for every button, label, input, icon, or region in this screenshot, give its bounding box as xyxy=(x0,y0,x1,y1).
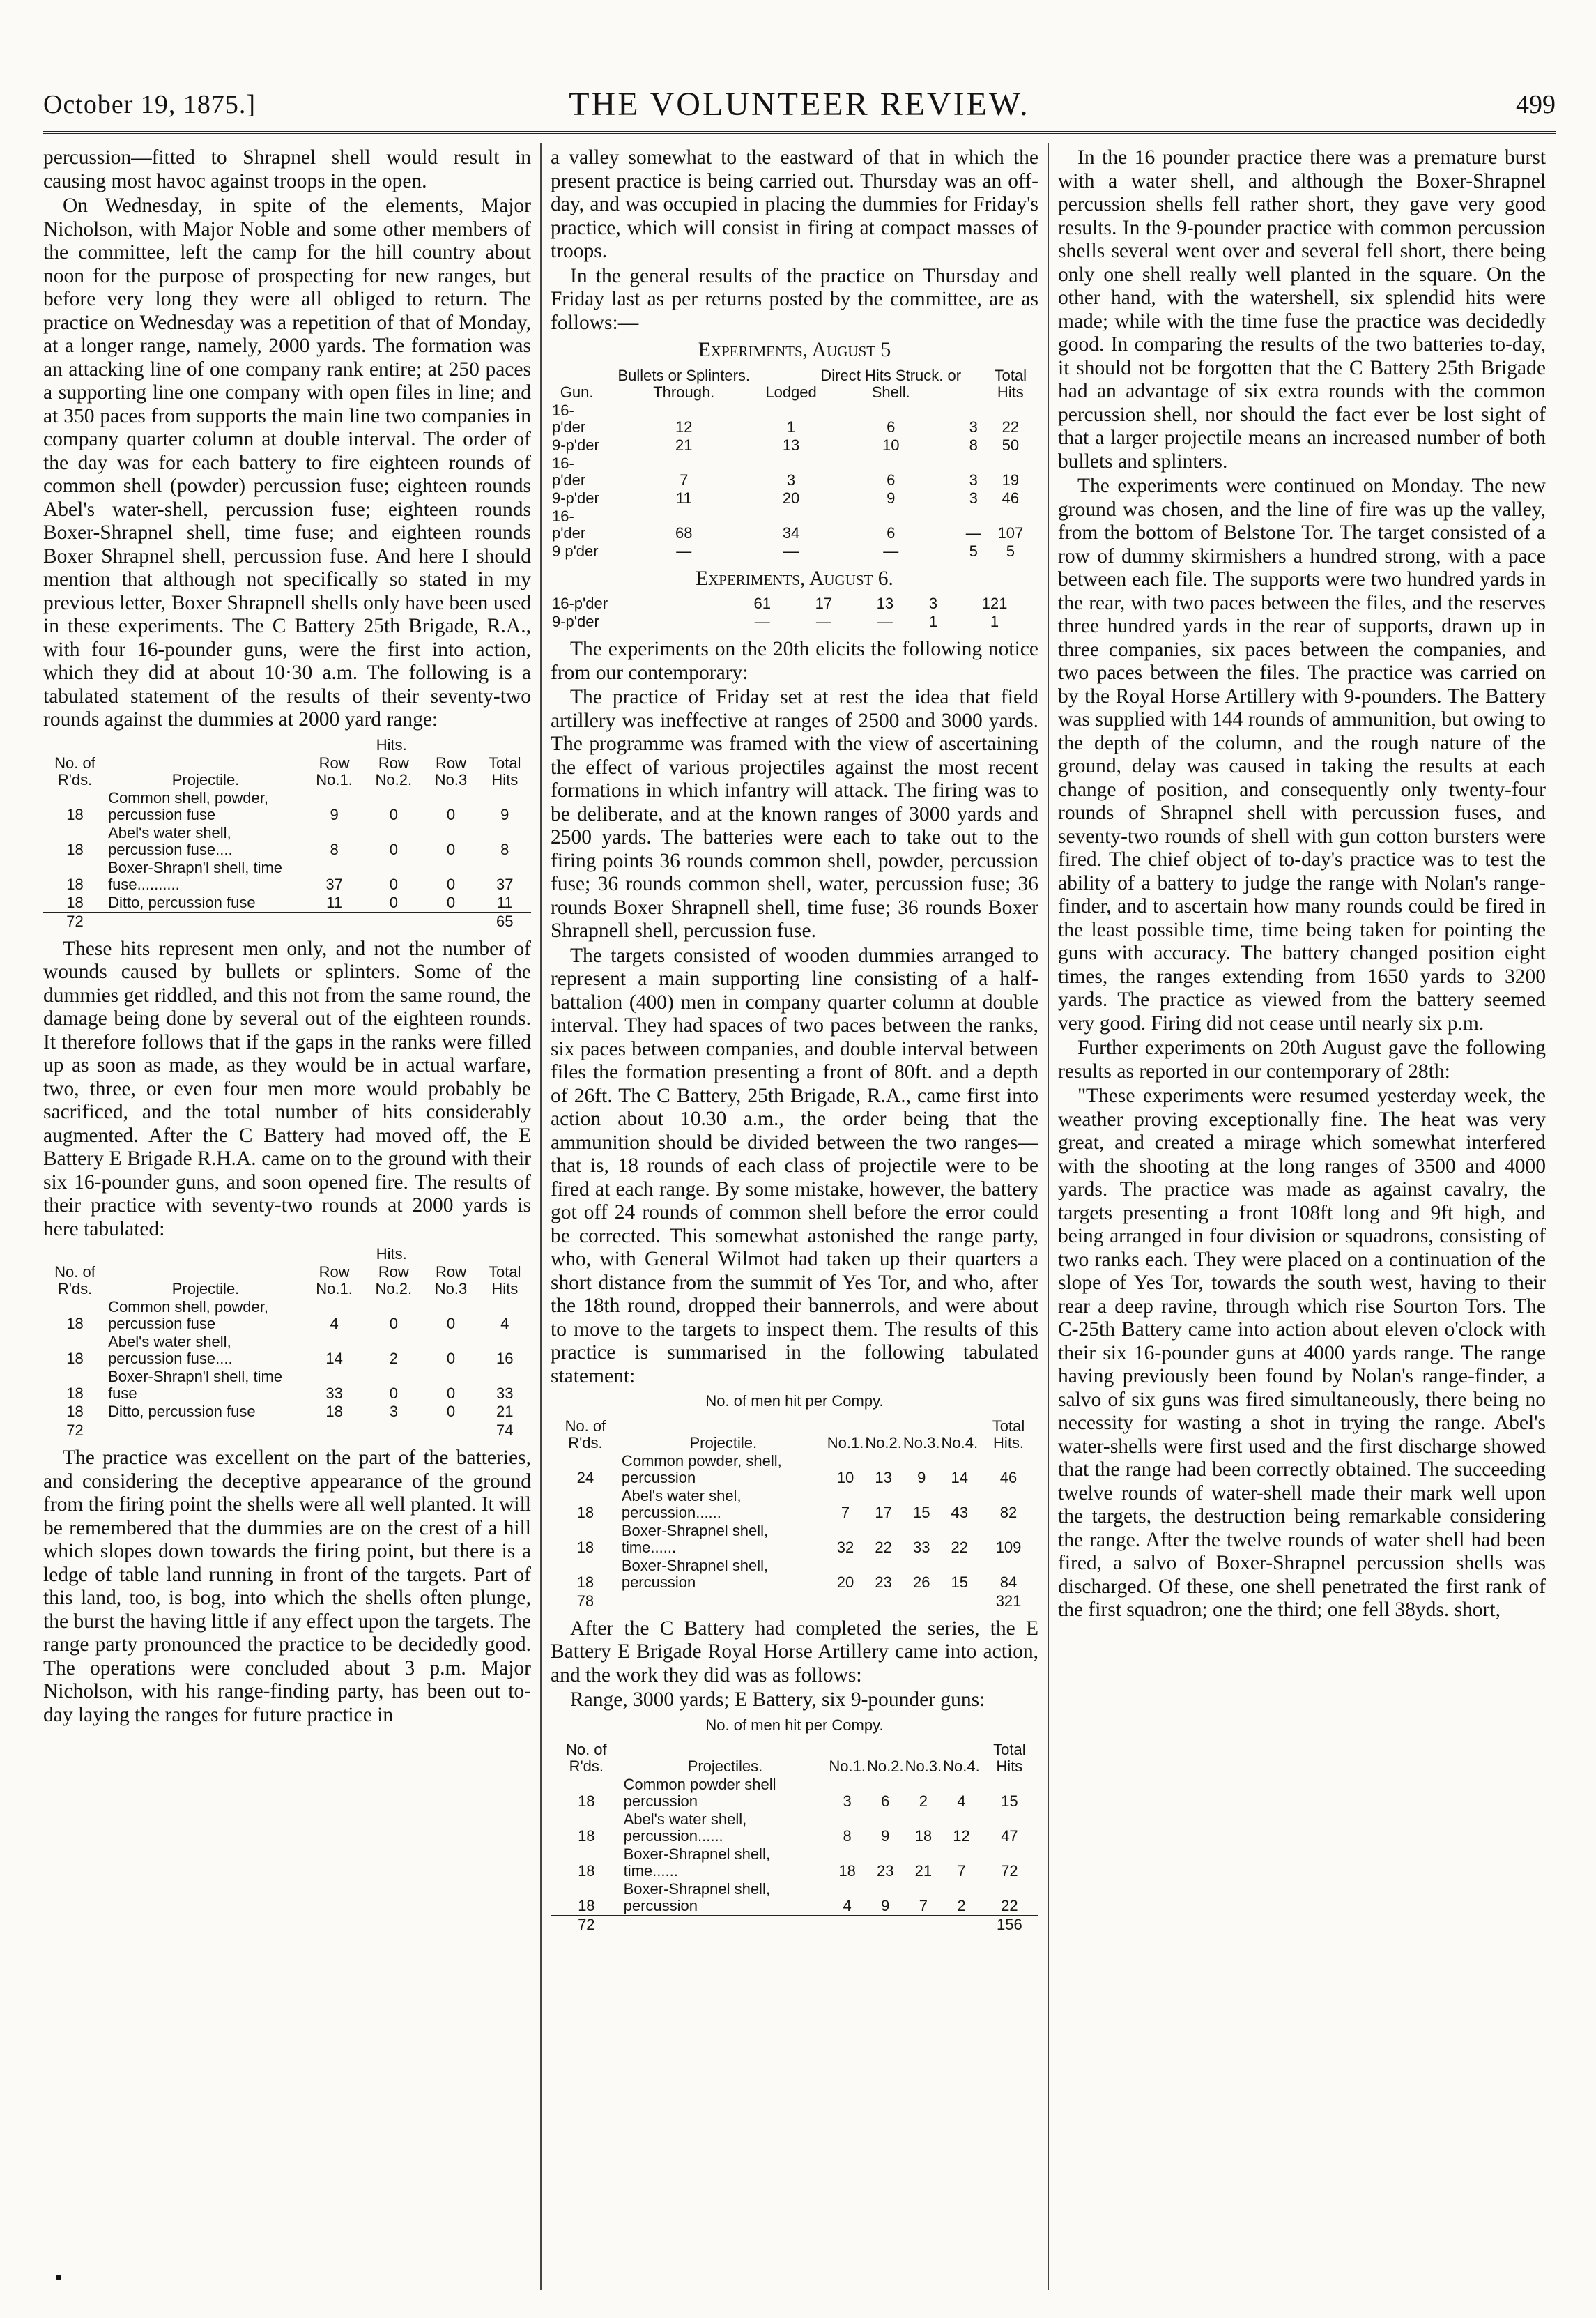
paragraph: Further experiments on 20th August gave the following results as reported in our contemporary of 28th: xyxy=(1058,1037,1546,1083)
masthead-rule xyxy=(43,131,1556,134)
table-header: Row No.3 xyxy=(434,1263,468,1297)
table-row xyxy=(43,824,531,859)
table-cell: 47 xyxy=(1001,1827,1018,1845)
table-cell: Common shell, powder, percussion fuse xyxy=(108,1298,268,1332)
table-cell: 72 xyxy=(551,1916,622,1935)
table-cell: 16-p'der xyxy=(552,454,586,489)
table-header: Projectile. xyxy=(689,1433,758,1451)
table-cell: 0 xyxy=(446,1350,456,1367)
table-header xyxy=(965,367,983,402)
table-cell: 0 xyxy=(389,875,398,893)
paragraph: percussion—fitted to Shrapnel shell would result in causing most havoc against troops in the open. xyxy=(43,146,531,192)
table-cell: 32 xyxy=(836,1538,854,1556)
table-row xyxy=(551,1845,1038,1880)
table-row xyxy=(551,542,1038,561)
table-cell: 3 xyxy=(969,418,978,436)
table-cell: 7 xyxy=(919,1897,928,1914)
table-cell: 4 xyxy=(500,1315,509,1332)
table-cell: 107 xyxy=(997,524,1024,542)
table-cell: 4 xyxy=(330,1315,339,1332)
table-row xyxy=(551,1810,1038,1845)
section-heading: Experiments, August 5 xyxy=(698,339,891,361)
table-cell: 18 xyxy=(66,805,84,823)
table-span-label: No. of men hit per Compy. xyxy=(705,1716,884,1734)
table-cell: — xyxy=(754,613,770,630)
table-cell: 84 xyxy=(999,1573,1018,1591)
table-cell: 22 xyxy=(951,1538,969,1556)
table-cell: 21 xyxy=(914,1862,933,1879)
table-total-row xyxy=(43,1421,531,1440)
table-cell: 11 xyxy=(326,893,342,911)
column-divider xyxy=(540,143,542,2290)
table-cell: 22 xyxy=(875,1538,892,1556)
table-cell: 8 xyxy=(500,840,509,858)
table-cell: 2 xyxy=(389,1350,398,1367)
paragraph: These hits represent men only, and not the number of wounds caused by bullets or splinters. Some of the dummies get riddled, and this not from the same round, the damage being done by several out of the eighteen rounds. It therefore follows that if the gaps in the ranks were filled up as soon as made, as they would be in actual warfare, two, three, or even four men more would probably be sacrificed, and the total number of hits considerably augmented. After the C Battery had moved off, the E Battery E Brigade R.H.A. came on to the ground with their six 16-pounder guns, and soon opened fire. The results of their practice with seventy-two rounds at 2000 yards is here tabulated: xyxy=(43,937,531,1240)
page-number: 499 xyxy=(1516,90,1556,119)
table-cell: 21 xyxy=(496,1403,514,1420)
table-cell: 13 xyxy=(876,595,894,612)
table-cell: 3 xyxy=(843,1792,852,1810)
table-cell: 9 xyxy=(500,805,509,823)
table-total-row xyxy=(43,912,531,931)
table-cell: 15 xyxy=(1001,1792,1018,1810)
table-cell: 10 xyxy=(882,436,900,454)
table-row xyxy=(43,1368,531,1403)
table-cell: 12 xyxy=(675,418,693,436)
table-cell: 121 xyxy=(981,595,1008,612)
table-cell: 2 xyxy=(919,1792,928,1810)
table-header: Projectile. xyxy=(171,770,240,788)
table-cell: 7 xyxy=(841,1503,850,1521)
table-cell: 43 xyxy=(951,1503,969,1521)
table-row xyxy=(551,1776,1038,1810)
table-cell: 18 xyxy=(838,1862,856,1879)
table-cell: — xyxy=(815,613,831,630)
table-cell: 72 xyxy=(1001,1862,1018,1879)
table-cell: 34 xyxy=(782,524,800,542)
table-cell: 8 xyxy=(843,1827,852,1845)
table-cell: 2 xyxy=(957,1897,966,1914)
table-cell: 1 xyxy=(928,613,938,630)
table-cell: Boxer-Shrapn'l shell, time fuse.......... xyxy=(108,858,283,893)
column-2 xyxy=(551,146,1038,2287)
table-cell: 0 xyxy=(389,1315,398,1332)
table-cell: Boxer-Shrapnel shell, time...... xyxy=(623,1845,770,1879)
table-cell: 18 xyxy=(66,1385,84,1402)
table-cell: Ditto, percussion fuse xyxy=(108,893,256,911)
table-cell: 18 xyxy=(66,893,84,911)
table-row xyxy=(551,595,1038,613)
table-header: No.3. xyxy=(905,1757,942,1775)
paragraph: a valley somewhat to the eastward of that in which the present practice is being carried out. Thursday was an off-day, and was occupied in placing the dummies for Friday's practice, which will consist in firing at compact masses of troops. xyxy=(551,146,1038,262)
table-cell: 33 xyxy=(912,1538,930,1556)
table-cell: 18 xyxy=(578,1862,595,1879)
table-cell: 0 xyxy=(446,1385,456,1402)
hits-label: Hits. xyxy=(376,1245,407,1263)
table-cell: — xyxy=(783,542,799,560)
paragraph: After the C Battery had completed the series, the E Battery E Brigade Royal Horse Artillery came into action, and the work they did was as follows: xyxy=(551,1617,1038,1686)
table-total-row xyxy=(551,1592,1038,1610)
table-cell: 18 xyxy=(66,1315,84,1332)
column-3 xyxy=(1058,146,1546,2287)
table-cell: 72 xyxy=(43,1421,107,1440)
table-row xyxy=(43,1403,531,1421)
column-divider xyxy=(1048,143,1049,2290)
table-cell: 0 xyxy=(446,1315,456,1332)
table-cell: — xyxy=(883,542,899,560)
table-header: No.2. xyxy=(866,1757,904,1775)
table-span-label: No. of men hit per Compy. xyxy=(705,1392,884,1410)
table-cell: 18 xyxy=(576,1503,594,1521)
table-row xyxy=(551,613,1038,631)
table-cell: Common shell, powder, percussion fuse xyxy=(108,788,268,823)
table-header: Projectiles. xyxy=(687,1757,763,1775)
table-header: No. of R'ds. xyxy=(54,1263,95,1297)
table-cell: 10 xyxy=(836,1468,854,1486)
table-header: Direct Hits Struck. or Shell. xyxy=(820,366,962,401)
experiments-aug5-table xyxy=(551,367,1038,561)
table-cell: 3 xyxy=(389,1403,398,1420)
column-1 xyxy=(43,146,531,2287)
table-cell: 72 xyxy=(43,912,107,931)
table-cell: 50 xyxy=(1002,436,1020,454)
table-cell: 23 xyxy=(875,1573,892,1591)
table-row xyxy=(43,1333,531,1368)
table-header: Total Hits xyxy=(489,754,521,788)
table-header: No. of R'ds. xyxy=(565,1417,606,1451)
table-cell: 0 xyxy=(446,1403,456,1420)
table-cell: 0 xyxy=(446,893,456,911)
table-cell: 18 xyxy=(66,1350,84,1367)
paragraph: The experiments were continued on Monday. The new ground was chosen, and the line of fire was up the valley, from the bottom of Belstone Tor. The target consisted of a row of dummy skirmishers a hundred strong, with a pace between each file. The supports were two hundred yards in the rear, with two paces between the files, and the reserves three hundred yards in the rear of supports, drawn up in three companies, six paces between the companies, and two paces between the files. The practice was carried on by the Royal Horse Artillery with 9-pounders. The Battery was supplied with 144 rounds of ammunition, but owing to the depth of the column, and the rough nature of the ground, delay was caused in taking the results at each change of position, and consequently only twenty-four rounds of Shrapnel shell with percussion fuses, and seventy-two rounds of shell with gun cotton bursters were fired. The chief object of to-day's practice was to test the ability of a battery to judge the range with Nolan's range-finder, and to ascertain how many rounds could be fired in the least possible time, time being taken for pointing the guns with accuracy. The battery changed position eight times, the ranges extending from 1650 yards to 3200 yards. The practice as viewed from the battery seemed very good. Firing did not cease until nearly six p.m. xyxy=(1058,475,1546,1035)
table-row xyxy=(551,1487,1038,1522)
table-cell: 9 xyxy=(887,489,896,507)
table-cell: Boxer-Shrapnel shell, percussion xyxy=(621,1556,769,1591)
table-cell: 46 xyxy=(999,1468,1018,1486)
table-cell: 16-p'der xyxy=(552,507,586,542)
table-cell: 15 xyxy=(912,1503,930,1521)
table-cell: 18 xyxy=(325,1403,343,1420)
results-table-e-battery xyxy=(43,1245,531,1440)
e-battery-aug20-table xyxy=(551,1741,1038,1934)
table-cell: 21 xyxy=(675,436,693,454)
table-header: Row No.2. xyxy=(375,1263,413,1297)
table-cell: 9 xyxy=(881,1827,890,1845)
table-cell: 321 xyxy=(979,1592,1038,1610)
table-cell: 12 xyxy=(953,1827,970,1845)
table-cell: 7 xyxy=(957,1862,966,1879)
table-cell: 3 xyxy=(969,471,978,489)
table-cell: 8 xyxy=(330,840,339,858)
table-cell: 1 xyxy=(990,613,999,630)
table-cell: 5 xyxy=(969,542,978,560)
table-row xyxy=(551,436,1038,455)
table-cell: Common powder, shell, percussion xyxy=(621,1451,782,1486)
table-cell: 109 xyxy=(995,1538,1022,1556)
table-header: Row No.3 xyxy=(434,754,468,788)
table-cell: 46 xyxy=(1002,489,1020,507)
table-cell: 61 xyxy=(753,595,772,612)
table-cell: — xyxy=(676,542,692,560)
table-cell: Boxer-Shrapn'l shell, time fuse xyxy=(108,1368,283,1402)
table-cell: 0 xyxy=(389,1385,398,1402)
table-cell: 68 xyxy=(675,524,693,542)
table-cell: 14 xyxy=(325,1350,343,1367)
table-cell: 37 xyxy=(496,875,514,893)
table-cell: 18 xyxy=(578,1827,595,1845)
table-row xyxy=(43,1298,531,1333)
table-cell: 7 xyxy=(680,471,689,489)
experiments-aug6-table xyxy=(551,595,1038,631)
table-cell: 13 xyxy=(782,436,800,454)
table-cell: 18 xyxy=(914,1827,933,1845)
table-cell: 20 xyxy=(836,1573,854,1591)
table-cell: 78 xyxy=(551,1592,620,1610)
table-cell: 0 xyxy=(446,805,456,823)
table-cell: 22 xyxy=(1002,418,1020,436)
table-row xyxy=(551,1452,1038,1487)
table-header: Row No.1. xyxy=(316,754,353,788)
table-cell: 1 xyxy=(786,418,796,436)
section-heading: Experiments, August 6. xyxy=(696,567,893,590)
table-cell: 156 xyxy=(981,1916,1038,1935)
table-header: Total Hits xyxy=(994,366,1027,401)
table-header: No.4. xyxy=(941,1433,979,1451)
table-row xyxy=(551,455,1038,489)
table-cell: Abel's water shel, percussion...... xyxy=(621,1486,742,1521)
table-cell: Abel's water shell, percussion fuse.... xyxy=(108,1333,233,1367)
table-cell: 18 xyxy=(576,1573,594,1591)
table-header: Row No.2. xyxy=(375,754,413,788)
table-cell: 3 xyxy=(928,595,938,612)
issue-date: October 19, 1875.] xyxy=(43,90,256,119)
table-cell: 82 xyxy=(999,1503,1018,1521)
table-header: No.1. xyxy=(827,1433,864,1451)
table-cell: 4 xyxy=(957,1792,966,1810)
table-cell: 18 xyxy=(578,1897,595,1914)
table-header: Total Hits xyxy=(489,1263,521,1297)
paragraph: The practice of Friday set at rest the idea that field artillery was ineffective at ranges of 2500 and 3000 yards. The programme was framed with the view of ascertaining the effect of various projectiles against the most recent formations in which infantry will attack. The firing was to be deliberate, and at the known ranges of 3000 yards and 2500 yards. The batteries were each to take out to the firing points 36 rounds common shell, powder, percussion fuse; 36 rounds common shell, water, percussion fuse; 36 rounds Boxer Shrapnell shell, time fuse; 36 rounds Boxer Shrapnell shell, percussion fuse. xyxy=(551,686,1038,942)
table-total-row xyxy=(551,1916,1038,1935)
hits-label: Hits. xyxy=(376,735,407,754)
table-cell: 22 xyxy=(1001,1897,1018,1914)
table-cell: 16-p'der xyxy=(552,401,586,436)
table-cell: 3 xyxy=(786,471,796,489)
table-row xyxy=(43,789,531,824)
table-cell: Abel's water shell, percussion...... xyxy=(623,1810,747,1845)
table-header: No. of R'ds. xyxy=(565,1741,607,1775)
table-row xyxy=(551,1522,1038,1557)
table-cell: 8 xyxy=(969,436,978,454)
table-cell: 20 xyxy=(782,489,800,507)
table-cell: 9 xyxy=(917,1468,926,1486)
page-mark xyxy=(56,2275,61,2280)
table-cell: 65 xyxy=(479,912,531,931)
table-row xyxy=(551,1557,1038,1592)
table-cell: 11 xyxy=(675,489,692,507)
table-cell: 18 xyxy=(66,875,84,893)
table-cell: 17 xyxy=(875,1503,892,1521)
table-cell: 17 xyxy=(815,595,833,612)
table-cell: 9-p'der xyxy=(552,489,599,507)
table-cell: 0 xyxy=(389,805,398,823)
table-cell: 0 xyxy=(446,840,456,858)
paragraph: In the general results of the practice on Thursday and Friday last as per returns posted by the committee, are as follows:— xyxy=(551,264,1038,334)
table-cell: Ditto, percussion fuse xyxy=(108,1403,256,1420)
table-header: Bullets or Splinters. Through. xyxy=(617,366,751,401)
paragraph: In the 16 pounder practice there was a premature burst with a water shell, and although the Boxer-Shrapnel percussion shells fell rather short, they gave very good results. In the 9-pounder practice with common percussion shells several went over and several fell short, there being only one shell really well planted in the square. On the other hand, with the watershell, six splendid hits were made; while with the time fuse the practice was decidedly good. In comparing the results of the two batteries to-day, it should not be forgotten that the C Battery 25th Brigade had an advantage of six extra rounds with the common percussion shell, nor should the fact ever be lost sight of that a larger projectile means an increased number of both bullets and splinters. xyxy=(1058,146,1546,473)
table-cell: 33 xyxy=(325,1385,343,1402)
table-row xyxy=(551,402,1038,436)
table-cell: 6 xyxy=(887,418,896,436)
table-header: Projectile. xyxy=(171,1280,240,1297)
table-row xyxy=(551,489,1038,508)
table-cell: Boxer-Shrapnel shell, time...... xyxy=(621,1521,769,1556)
table-cell: 9 xyxy=(330,805,339,823)
table-cell: 18 xyxy=(66,1403,84,1420)
table-cell: 9-p'der xyxy=(552,436,599,454)
table-cell: 3 xyxy=(969,489,978,507)
quoted-paragraph: "These experiments were resumed yesterday week, the weather proving exceptionally fine. The heat was very great, and created a mirage which somewhat interfered with the shooting at the long ranges of 3500 and 4000 yards. The practice was made as against cavalry, the targets presenting a front 108ft long and 9ft high, and being arranged in four division or squadrons, consisting of two ranks each. They were placed on a continuation of the slope of Yes Tor, towards the south west, having to their rear a deep ravine, through which rise Sourton Tors. The C-25th Battery came into action about eleven o'clock with their six 16-pounder guns at 4000 yards range. The range having previously been found by Nolan's range-finder, a salvo of six guns was fired simultaneously, there being no necessity for wasting a shot in trying the range. Abel's water-shells were first used and the first discharge showed that the range had been correctly obtained. The succeeding twelve rounds of water-shell made their mark well upon the targets, the destruction being remarkable considering the range. After the twelve rounds of water shell had been fired, a salvo of Boxer-Shrapnel percussion shells was discharged. Of these, one shell penetrated the first rank of the first squadron; one the third; one fell 38yds. short, xyxy=(1058,1085,1546,1621)
table-header: No.3. xyxy=(903,1433,940,1451)
table-cell: 16-p'der xyxy=(552,595,608,612)
table-cell: 18 xyxy=(66,840,84,858)
table-row xyxy=(43,894,531,913)
table-cell: 0 xyxy=(446,875,456,893)
table-cell: 9 xyxy=(881,1897,890,1914)
table-cell: 37 xyxy=(325,875,343,893)
paragraph: Range, 3000 yards; E Battery, six 9-pounder guns: xyxy=(570,1688,985,1711)
table-header: Row No.1. xyxy=(316,1263,353,1297)
table-row xyxy=(43,859,531,894)
table-cell: 23 xyxy=(877,1862,894,1879)
table-cell: Abel's water shell, percussion fuse.... xyxy=(108,823,233,858)
table-header: No.4. xyxy=(943,1757,980,1775)
table-cell: 15 xyxy=(951,1573,969,1591)
paragraph: The practice was excellent on the part of the batteries, and considering the deceptive appearance of the ground from the firing point the shells were all well planted. It will be remembered that the dummies are on the crest of a hill which slopes down towards the firing point, but there is a ledge of table land running in front of the targets. Part of this land, too, is bog, into which the shells often plunge, the burst the having little if any effect upon the targets. The range party pronounced the practice to be decidedly good. The operations were concluded about 3 p.m. Major Nicholson, with his range-finding party, has been out to-day laying the ranges for future practice in xyxy=(43,1447,531,1726)
paragraph: The targets consisted of wooden dummies arranged to represent a main supporting line consisting of a half-battalion (400) men in company quarter column at double interval. They had spaces of two paces between the ranks, six paces between companies, and double interval between files the formation presenting a front of 80ft. and a depth of 26ft. The C Battery, 25th Brigade, R.A., came first into action about 10.30 a.m., the order being that the ammunition should be divided between the two ranges—that is, 18 rounds of each class of projectile were to be fired at each range. By some mistake, however, the battery got off 24 rounds of common shell before the error could be corrected. This somewhat astonished the range party, who, with General Wilmot had taken up their quarters a short distance from the summit of Yes Tor, and who, after the 18th round, dropped their bannerrols, and were about to move to the targets to inspect them. The results of this practice is summarised in the following tabulated statement: xyxy=(551,944,1038,1387)
results-table-c-battery xyxy=(43,736,531,931)
table-cell: 4 xyxy=(843,1897,852,1914)
table-header: Total Hits xyxy=(993,1741,1026,1775)
table-cell: — xyxy=(965,524,981,542)
table-cell: 9 p'der xyxy=(552,542,599,560)
table-cell: 0 xyxy=(389,893,398,911)
table-cell: 74 xyxy=(479,1421,531,1440)
table-cell: Boxer-Shrapnel shell, percussion xyxy=(623,1880,770,1914)
table-cell: Common powder shell percussion xyxy=(623,1776,776,1810)
table-cell: 24 xyxy=(576,1468,594,1486)
table-cell: 0 xyxy=(389,840,398,858)
table-cell: 18 xyxy=(578,1792,595,1810)
table-cell: 9-p'der xyxy=(552,613,599,630)
table-cell: 16 xyxy=(496,1350,514,1367)
table-header: Total Hits. xyxy=(992,1417,1025,1451)
publication-title: THE VOLUNTEER REVIEW. xyxy=(569,86,1030,123)
table-cell: 14 xyxy=(951,1468,969,1486)
table-cell: 33 xyxy=(496,1385,514,1402)
c-battery-aug20-table xyxy=(551,1417,1038,1610)
table-cell: 26 xyxy=(912,1573,930,1591)
table-header: No.2. xyxy=(865,1433,902,1451)
table-header: No. of R'ds. xyxy=(54,754,95,788)
table-cell: 6 xyxy=(881,1792,890,1810)
masthead xyxy=(43,82,1556,123)
paragraph: On Wednesday, in spite of the elements, Major Nicholson, with Major Noble and some other members of the committee, left the camp for the hill country about noon for the purpose of prospecting for new ranges, but before very long they were all obliged to return. The practice on Wednesday was a repetition of that of Monday, at a longer range, namely, 2000 yards. The formation was an attacking line of one company rank entire; at 250 paces a supporting line one company with open files in line; and at 350 paces from supports the main line two companies in company quarter column at double interval. The order of the day was for each battery to fire eighteen rounds of common shell (powder) percussion fuse; eighteen rounds Abel's water-shell, percussion fuse; eighteen rounds Boxer-Shrapnel shell, time fuse; and eighteen rounds Boxer Shrapnel shell, percussion fuse. And here I should mention that although not specifically so stated in my previous letter, Boxer Shrapnell shells only have been used in these experiments. The C Battery 25th Brigade, R.A., with four 16-pounder guns, were the first into action, which they did at about 10·30 a.m. The following is a tabulated statement of the results of their seventy-two rounds against the dummies at 2000 yard range: xyxy=(43,195,531,731)
table-cell: — xyxy=(877,613,893,630)
paragraph: The experiments on the 20th elicits the following notice from our contemporary: xyxy=(551,638,1038,684)
table-cell: 6 xyxy=(887,524,896,542)
table-cell: 13 xyxy=(875,1468,892,1486)
table-row xyxy=(551,508,1038,542)
table-cell: 6 xyxy=(887,471,896,489)
table-cell: 11 xyxy=(496,893,513,911)
table-row xyxy=(551,1880,1038,1916)
table-header: Lodged xyxy=(765,383,817,401)
table-header: No.1. xyxy=(829,1757,866,1775)
table-cell: 19 xyxy=(1002,471,1020,489)
table-cell: 5 xyxy=(1006,542,1015,560)
table-header: Gun. xyxy=(560,383,594,401)
table-cell: 18 xyxy=(576,1538,594,1556)
